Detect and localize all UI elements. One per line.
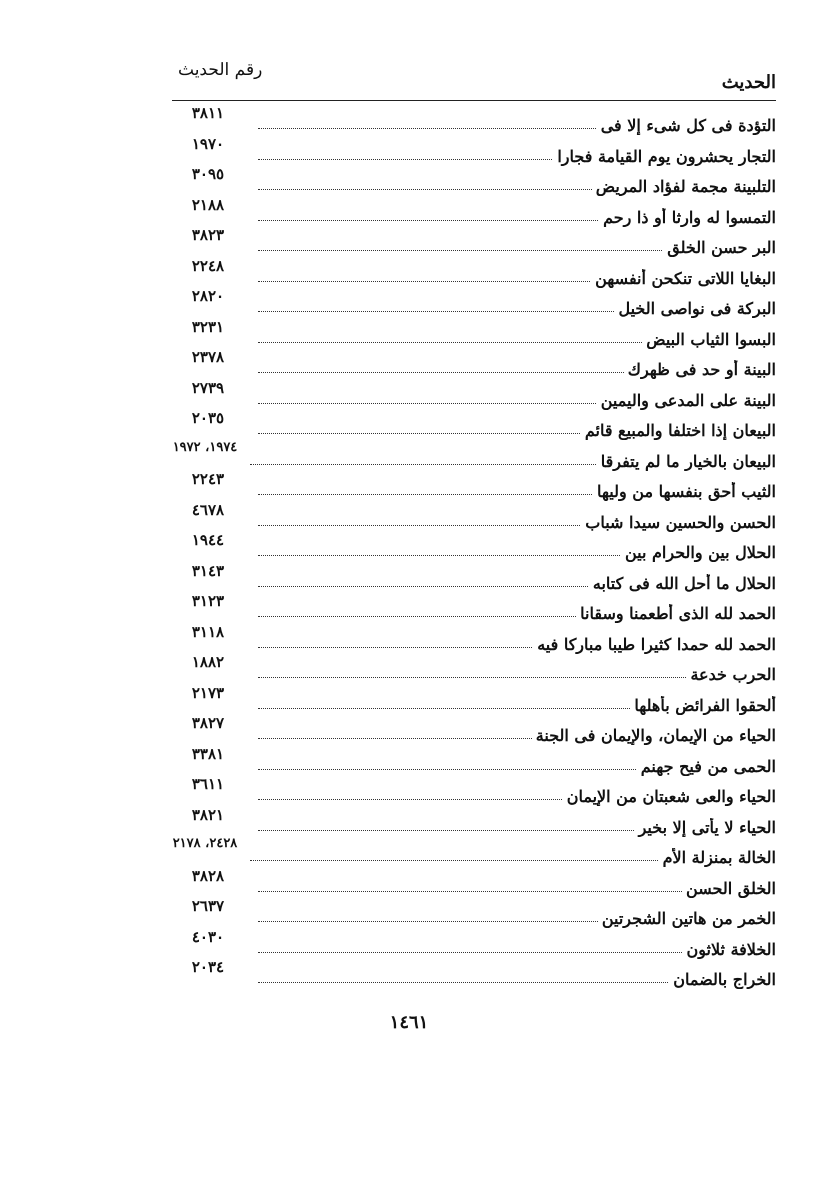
- hadith-text: الحياء من الإيمان، والإيمان فى الجنة: [532, 726, 776, 745]
- hadith-text: الحلال بين والحرام بين: [621, 543, 776, 562]
- hadith-text: البيعان بالخيار ما لم يتفرقا: [597, 452, 776, 471]
- index-entry: [168, 531, 776, 562]
- hadith-number: ٣٨١١: [191, 104, 225, 122]
- hadith-text: الحياء والعى شعبتان من الإيمان: [563, 787, 776, 806]
- hadith-text: البر حسن الخلق: [663, 238, 776, 257]
- index-entry: [168, 135, 776, 166]
- index-entry: [168, 928, 776, 959]
- hadith-number: ٢٤٢٨، ٢١٧٨: [172, 836, 238, 851]
- index-entry: [168, 562, 776, 593]
- index-entry: [168, 745, 776, 776]
- index-entry: [168, 653, 776, 684]
- index-entry: [168, 409, 776, 440]
- hadith-number: ٣٨٢٧: [191, 714, 225, 732]
- index-entry: [168, 379, 776, 410]
- index-entry: [168, 897, 776, 928]
- hadith-number: ٣٢٣١: [191, 317, 225, 336]
- index-entry: [168, 104, 776, 135]
- index-entry: [168, 836, 776, 867]
- hadith-number: ٣٨٢١: [191, 805, 225, 824]
- index-entry: [168, 958, 776, 989]
- hadith-number: ٣٨٢٨: [191, 866, 225, 885]
- hadith-text: البينة أو حد فى ظهرك: [624, 360, 776, 379]
- hadith-number: ٢٠٣٥: [191, 409, 225, 427]
- index-entry: [168, 470, 776, 501]
- hadith-text: الخالة بمنزلة الأم: [659, 848, 776, 867]
- index-entry: [168, 623, 776, 654]
- hadith-text: الحمى من فيح جهنم: [637, 757, 776, 776]
- hadith-text: الحمد لله حمدا كثيرا طيبا مباركا فيه: [533, 635, 776, 654]
- hadith-number: ٢٣٧٨: [191, 348, 225, 366]
- hadith-text: الخلافة ثلاثون: [683, 940, 776, 959]
- hadith-text: البيعان إذا اختلفا والمبيع قائم: [581, 421, 776, 440]
- index-entry: [168, 226, 776, 257]
- hadith-text: التلبينة مجمة لفؤاد المريض: [592, 177, 776, 196]
- index-entry: [168, 257, 776, 288]
- hadith-text: الخلق الحسن: [682, 879, 776, 898]
- hadith-number: ٢٦٣٧: [191, 897, 225, 915]
- hadith-text: الحياء لا يأتى إلا بخير: [635, 818, 776, 837]
- index-entry: [168, 318, 776, 349]
- hadith-text: الحسن والحسين سيدا شباب: [581, 513, 776, 532]
- index-entry: [168, 806, 776, 837]
- index-entry: [168, 501, 776, 532]
- hadith-text: الحمد لله الذى أطعمنا وسقانا: [576, 604, 776, 623]
- hadith-text: البركة فى نواصى الخيل: [614, 299, 776, 318]
- page-number: ١٤٦١: [389, 1012, 429, 1033]
- hadith-text: الخمر من هاتين الشجرتين: [598, 909, 776, 928]
- hadith-number: ٣٦١١: [191, 775, 225, 793]
- hadith-number: ٤٦٧٨: [191, 500, 225, 519]
- hadith-number: ٢٧٣٩: [191, 378, 225, 397]
- hadith-number: ٢٠٣٤: [191, 958, 225, 976]
- index-entry: [168, 348, 776, 379]
- index-entry: [168, 714, 776, 745]
- hadith-text: الحرب خدعة: [686, 665, 776, 684]
- hadith-number: ١٨٨٢: [191, 653, 225, 671]
- index-entry: [168, 440, 776, 471]
- index-entry: [168, 287, 776, 318]
- hadith-text: البغايا اللاتى تنكحن أنفسهن: [591, 269, 776, 288]
- hadith-text: الخراج بالضمان: [669, 970, 776, 989]
- hadith-number: ٢٢٤٣: [191, 470, 225, 488]
- hadith-number: ٢٨٢٠: [191, 287, 225, 305]
- index-entry: [168, 775, 776, 806]
- hadith-number: ٢١٧٣: [191, 683, 225, 702]
- hadith-number: ٣١٤٣: [191, 561, 225, 580]
- hadith-text: التجار يحشرون يوم القيامة فجارا: [553, 147, 776, 166]
- hadith-text: ألحقوا الفرائض بأهلها: [630, 696, 776, 715]
- index-entry: [168, 165, 776, 196]
- hadith-index-list: [168, 104, 776, 989]
- hadith-number: ٢١٨٨: [191, 195, 225, 214]
- index-entry: [168, 196, 776, 227]
- hadith-number: ٤٠٣٠: [191, 927, 225, 946]
- hadith-text: البسوا الثياب البيض: [642, 330, 776, 349]
- hadith-number: ٣١٢٣: [191, 592, 225, 610]
- hadith-text: التؤدة فى كل شىء إلا فى: [597, 116, 776, 135]
- hadith-text: الحلال ما أحل الله فى كتابه: [589, 574, 776, 593]
- hadith-text: الثيب أحق بنفسها من وليها: [593, 482, 776, 501]
- index-entry: [168, 592, 776, 623]
- hadith-number: ١٩٧٠: [191, 134, 225, 153]
- hadith-number: ١٩٤٤: [191, 531, 225, 549]
- hadith-text: البينة على المدعى واليمين: [597, 391, 776, 410]
- page-header: [172, 58, 776, 101]
- hadith-number: ٣١١٨: [191, 622, 225, 641]
- index-entry: [168, 684, 776, 715]
- hadith-number: ٢٢٤٨: [191, 256, 225, 275]
- hadith-number: ٣٠٩٥: [191, 165, 225, 183]
- hadith-column-title: الحديث: [721, 72, 776, 93]
- hadith-number: ١٩٧٤، ١٩٧٢: [172, 439, 238, 455]
- hadith-number: ٣٣٨١: [191, 744, 225, 763]
- hadith-number: ٣٨٢٣: [191, 226, 225, 244]
- index-entry: [168, 867, 776, 898]
- hadith-number-column-title: رقم الحديث: [178, 60, 263, 80]
- hadith-text: التمسوا له وارثا أو ذا رحم: [599, 208, 776, 227]
